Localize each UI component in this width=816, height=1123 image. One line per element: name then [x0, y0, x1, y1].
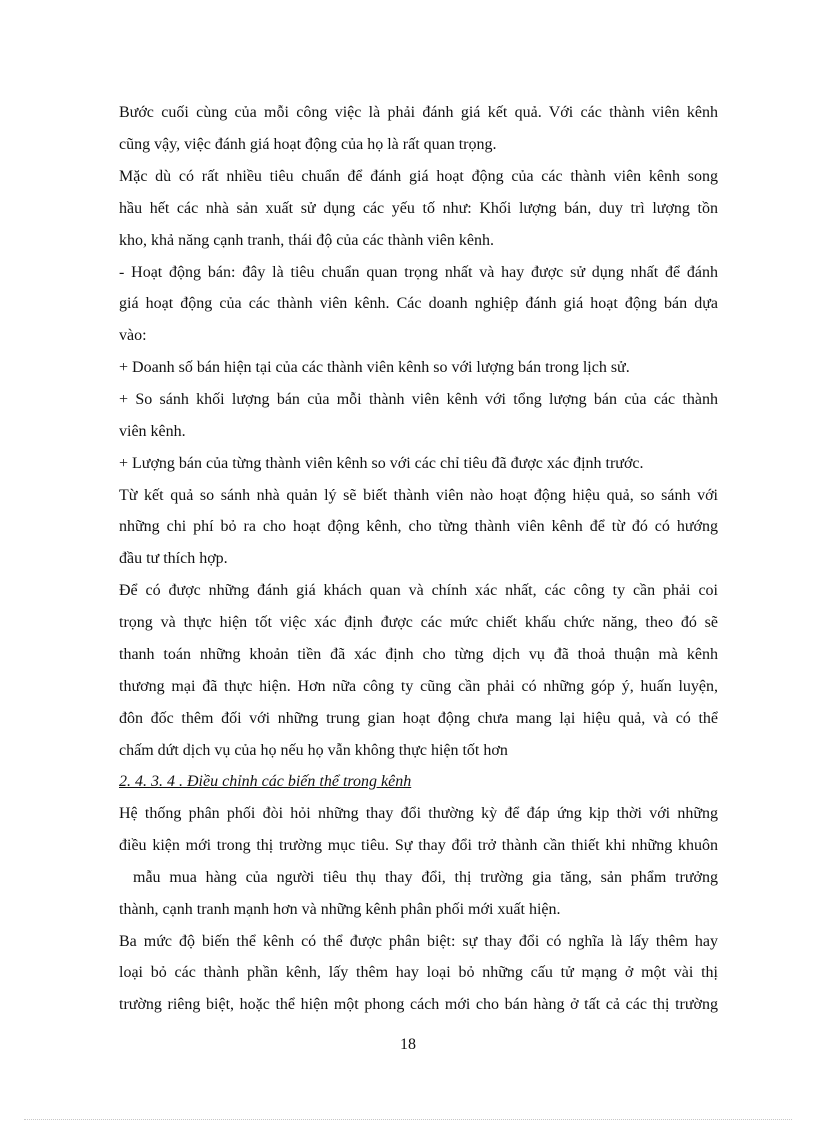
paragraph-line: + Doanh số bán hiện tại của các thành viên kênh so với lượng bán trong lịch sử.	[119, 359, 630, 376]
paragraph-line: Mặc dù có rất nhiều tiêu chuẩn để đánh giá hoạt động của các thành viên kênh song	[119, 168, 718, 185]
paragraph-line: trọng và thực hiện tốt việc xác định được các mức chiết khấu chức năng, theo đó sẽ	[119, 614, 718, 631]
paragraph-line: vào:	[119, 327, 147, 344]
paragraph-line: thành, cạnh tranh mạnh hơn và những kênh phân phối mới xuất hiện.	[119, 901, 561, 918]
paragraph-line: Để có được những đánh giá khách quan và chính xác nhất, các công ty cần phải coi	[119, 582, 718, 599]
paragraph-line: Bước cuối cùng của mỗi công việc là phải đánh giá kết quả. Với các thành viên kênh	[119, 104, 718, 121]
paragraph-line: Ba mức độ biến thể kênh có thể được phân biệt: sự thay đổi có nghĩa là lấy thêm hay	[119, 933, 718, 950]
paragraph-line: giá hoạt động của các thành viên kênh. Các doanh nghiệp đánh giá hoạt động bán dựa	[119, 295, 718, 312]
page-bottom-divider	[24, 1119, 792, 1120]
paragraph-line: thanh toán những khoản tiền đã xác định cho từng dịch vụ đã thoả thuận mà kênh	[119, 646, 718, 663]
section-heading: 2. 4. 3. 4 . Điều chỉnh các biến thể trong kênh	[119, 773, 412, 790]
paragraph-line: - Hoạt động bán: đây là tiêu chuẩn quan trọng nhất và hay được sử dụng nhất để đánh	[119, 264, 718, 281]
paragraph-line: cũng vậy, việc đánh giá hoạt động của họ là rất quan trọng.	[119, 136, 497, 153]
paragraph-line: loại bỏ các thành phần kênh, lấy thêm hay loại bỏ những cấu tử mạng ở một vài thị	[119, 964, 718, 981]
paragraph-line: trường riêng biệt, hoặc thể hiện một phong cách mới cho bán hàng ở tất cả các thị trường	[119, 996, 718, 1013]
paragraph-line: chấm dứt dịch vụ của họ nếu họ vẫn không thực hiện tốt hơn	[119, 742, 508, 759]
paragraph-line: những chi phí bỏ ra cho hoạt động kênh, cho từng thành viên kênh để từ đó có hướng	[119, 518, 718, 535]
paragraph-line: + So sánh khối lượng bán của mỗi thành viên kênh với tổng lượng bán của các thành	[119, 391, 718, 408]
paragraph-line: đầu tư thích hợp.	[119, 550, 228, 567]
paragraph-line: hầu hết các nhà sản xuất sử dụng các yếu tố như: Khối lượng bán, duy trì lượng tồn	[119, 200, 718, 217]
paragraph-line: mẫu mua hàng của người tiêu thụ thay đổi, thị trường gia tăng, sản phẩm trưởng	[133, 869, 718, 886]
paragraph-line: đôn đốc thêm đối với những trung gian hoạt động chưa mang lại hiệu quả, và có thể	[119, 710, 718, 727]
paragraph-line: thương mại đã thực hiện. Hơn nữa công ty cũng cần phải có những góp ý, huấn luyện,	[119, 678, 718, 695]
paragraph-line: + Lượng bán của từng thành viên kênh so với các chỉ tiêu đã được xác định trước.	[119, 455, 644, 472]
paragraph-line: kho, khả năng cạnh tranh, thái độ của các thành viên kênh.	[119, 232, 494, 249]
paragraph-line: điều kiện mới trong thị trường mục tiêu. Sự thay đổi trở thành cần thiết khi những khuôn	[119, 837, 718, 854]
paragraph-line: Hệ thống phân phối đòi hỏi những thay đổi thường kỳ để đáp ứng kịp thời với những	[119, 805, 718, 822]
paragraph-line: Từ kết quả so sánh nhà quản lý sẽ biết thành viên nào hoạt động hiệu quả, so sánh với	[119, 487, 718, 504]
page-number: 18	[400, 1036, 416, 1053]
paragraph-line: viên kênh.	[119, 423, 186, 440]
